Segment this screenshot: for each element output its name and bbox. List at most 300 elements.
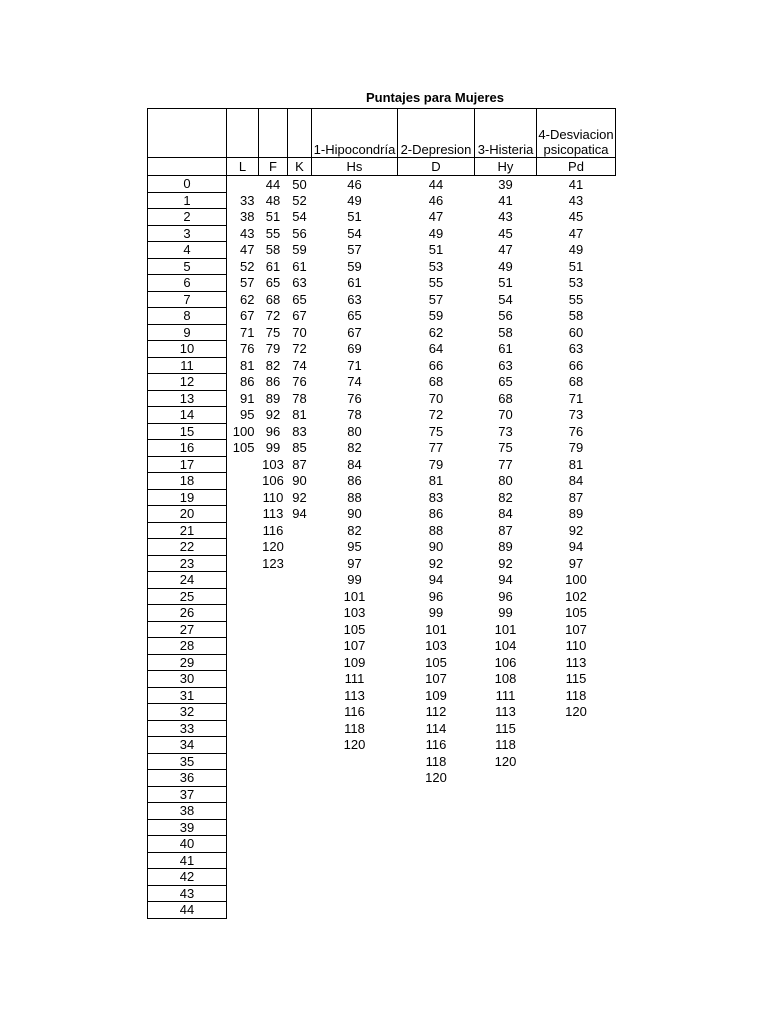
hy-score-cell: 75	[498, 440, 513, 456]
f-score-cell	[259, 836, 288, 853]
hy-score-cell: 70	[498, 407, 513, 423]
table-row	[148, 572, 616, 589]
table-row	[148, 770, 616, 787]
table-row	[148, 885, 616, 902]
d-score-cell: 68	[428, 374, 444, 390]
k-score-cell: 61	[292, 258, 307, 274]
pd-score-cell: 81	[568, 456, 584, 472]
raw-score-cell: 7	[148, 291, 227, 308]
d-score-cell: 75	[428, 423, 444, 439]
k-score-cell	[288, 555, 312, 572]
hs-score-cell: 95	[347, 539, 362, 555]
header-pd-name-line2: psicopatica	[543, 142, 609, 157]
header-f: F	[259, 158, 288, 176]
k-score-cell: 87	[292, 456, 307, 472]
hs-score-cell: 84	[347, 456, 362, 472]
f-score-cell	[259, 737, 288, 754]
table-row	[148, 803, 616, 820]
hy-score-cell: 45	[498, 225, 513, 241]
header-blank	[259, 109, 288, 158]
l-score-cell: 95	[240, 407, 255, 423]
raw-score-cell: 42	[148, 869, 227, 886]
raw-score-cell: 9	[148, 324, 227, 341]
d-score-cell	[398, 869, 475, 886]
table-row	[148, 605, 616, 622]
header-d-name: 2-Depresion	[398, 109, 475, 158]
hs-score-cell: 65	[347, 308, 362, 324]
l-score-cell: 105	[232, 440, 255, 456]
hs-score-cell: 103	[343, 605, 366, 621]
pd-score-cell: 87	[568, 489, 584, 505]
header-blank	[288, 109, 312, 158]
l-score-cell: 57	[240, 275, 255, 291]
d-score-cell: 99	[428, 605, 444, 621]
d-score-cell: 109	[425, 687, 447, 703]
f-score-cell: 68	[265, 291, 281, 307]
l-score-cell	[227, 638, 259, 655]
raw-score-cell: 20	[148, 506, 227, 523]
hs-score-cell	[312, 770, 398, 787]
pd-score-cell: 49	[568, 242, 584, 258]
k-score-cell	[288, 621, 312, 638]
hy-score-cell	[475, 852, 537, 869]
pd-score-cell	[537, 753, 616, 770]
l-score-cell	[227, 489, 259, 506]
raw-score-cell: 6	[148, 275, 227, 292]
d-score-cell: 103	[425, 638, 447, 654]
k-score-cell: 76	[292, 374, 307, 390]
l-score-cell	[227, 902, 259, 919]
k-score-cell	[288, 572, 312, 589]
d-score-cell: 72	[428, 407, 444, 423]
k-score-cell	[288, 687, 312, 704]
f-score-cell	[259, 770, 288, 787]
pd-score-cell: 60	[568, 324, 584, 340]
f-score-cell: 79	[265, 341, 281, 357]
pd-score-cell: 43	[568, 192, 584, 208]
table-row	[148, 819, 616, 836]
f-score-cell	[259, 704, 288, 721]
raw-score-cell: 22	[148, 539, 227, 556]
l-score-cell	[227, 654, 259, 671]
hy-score-cell: 84	[498, 506, 513, 522]
raw-score-cell: 24	[148, 572, 227, 589]
table-row	[148, 225, 616, 242]
f-score-cell	[259, 869, 288, 886]
k-score-cell	[288, 836, 312, 853]
l-score-cell	[227, 687, 259, 704]
hy-score-cell: 43	[498, 209, 513, 225]
pd-score-cell: 115	[565, 671, 587, 687]
f-score-cell	[259, 786, 288, 803]
hy-score-cell: 106	[494, 654, 517, 670]
raw-score-cell: 41	[148, 852, 227, 869]
table-row	[148, 357, 616, 374]
d-score-cell: 105	[425, 654, 447, 670]
f-score-cell	[259, 605, 288, 622]
hs-score-cell: 63	[347, 291, 362, 307]
l-score-cell: 67	[240, 308, 255, 324]
f-score-cell: 116	[262, 522, 284, 538]
k-score-cell	[288, 720, 312, 737]
k-score-cell: 78	[292, 390, 307, 406]
raw-score-cell: 31	[148, 687, 227, 704]
d-score-cell: 64	[428, 341, 444, 357]
pd-score-cell: 105	[565, 605, 587, 621]
l-score-cell	[227, 605, 259, 622]
d-score-cell: 94	[428, 572, 444, 588]
hy-score-cell: 82	[498, 489, 513, 505]
pd-score-cell	[537, 720, 616, 737]
hy-score-cell: 51	[498, 275, 513, 291]
f-score-cell	[259, 902, 288, 919]
d-score-cell: 116	[425, 737, 447, 753]
d-score-cell: 66	[428, 357, 444, 373]
d-score-cell: 88	[428, 522, 444, 538]
f-score-cell	[259, 621, 288, 638]
table-row	[148, 852, 616, 869]
f-score-cell: 55	[265, 225, 281, 241]
pd-score-cell	[537, 770, 616, 787]
f-score-cell: 113	[262, 506, 284, 522]
hy-score-cell	[475, 803, 537, 820]
pd-score-cell: 120	[565, 704, 587, 720]
hy-score-cell: 96	[498, 588, 513, 604]
f-score-cell: 96	[265, 423, 281, 439]
k-score-cell: 56	[292, 225, 307, 241]
l-score-cell: 38	[240, 209, 255, 225]
d-score-cell: 51	[428, 242, 444, 258]
pd-score-cell	[537, 902, 616, 919]
score-table	[147, 108, 616, 919]
hs-score-cell: 99	[347, 572, 362, 588]
table-row	[148, 588, 616, 605]
raw-score-cell: 5	[148, 258, 227, 275]
k-score-cell	[288, 786, 312, 803]
hs-score-cell: 111	[344, 671, 365, 687]
raw-score-cell: 4	[148, 242, 227, 259]
raw-score-cell: 19	[148, 489, 227, 506]
l-score-cell	[227, 753, 259, 770]
raw-score-cell: 40	[148, 836, 227, 853]
d-score-cell: 77	[428, 440, 444, 456]
hs-score-cell	[312, 753, 398, 770]
raw-score-cell: 3	[148, 225, 227, 242]
table-row	[148, 621, 616, 638]
l-score-cell	[227, 819, 259, 836]
hs-score-cell: 59	[347, 258, 362, 274]
raw-score-cell: 23	[148, 555, 227, 572]
d-score-cell: 46	[428, 192, 444, 208]
d-score-cell: 47	[428, 209, 444, 225]
f-score-cell: 44	[265, 176, 281, 192]
pd-score-cell: 66	[568, 357, 584, 373]
table-row	[148, 704, 616, 721]
d-score-cell	[398, 885, 475, 902]
d-score-cell: 57	[428, 291, 444, 307]
header-l: L	[227, 158, 259, 176]
hs-score-cell: 67	[347, 324, 362, 340]
hs-score-cell: 82	[347, 440, 362, 456]
raw-score-cell: 28	[148, 638, 227, 655]
raw-score-cell: 25	[148, 588, 227, 605]
l-score-cell	[227, 852, 259, 869]
hy-score-cell: 41	[498, 192, 513, 208]
k-score-cell: 59	[292, 242, 307, 258]
d-score-cell: 120	[425, 770, 447, 786]
hy-score-cell: 61	[498, 341, 513, 357]
f-score-cell: 51	[265, 209, 281, 225]
hy-score-cell	[475, 885, 537, 902]
table-row	[148, 209, 616, 226]
k-score-cell	[288, 605, 312, 622]
d-score-cell: 79	[428, 456, 444, 472]
pd-score-cell	[537, 836, 616, 853]
table-row	[148, 324, 616, 341]
raw-score-cell: 14	[148, 407, 227, 424]
hs-score-cell	[312, 803, 398, 820]
hs-score-cell: 109	[343, 654, 366, 670]
hy-score-cell	[475, 836, 537, 853]
hy-score-cell: 56	[498, 308, 513, 324]
table-row	[148, 555, 616, 572]
raw-score-cell: 38	[148, 803, 227, 820]
l-score-cell: 33	[240, 192, 255, 208]
d-score-cell	[398, 852, 475, 869]
table-row	[148, 423, 616, 440]
k-score-cell	[288, 770, 312, 787]
raw-score-cell: 43	[148, 885, 227, 902]
f-score-cell	[259, 720, 288, 737]
hy-score-cell: 80	[498, 473, 513, 489]
l-score-cell	[227, 704, 259, 721]
hs-score-cell: 76	[347, 390, 362, 406]
hs-score-cell	[312, 852, 398, 869]
k-score-cell: 92	[292, 489, 307, 505]
l-score-cell	[227, 456, 259, 473]
raw-score-cell: 36	[148, 770, 227, 787]
f-score-cell: 75	[265, 324, 281, 340]
pd-score-cell: 92	[568, 522, 584, 538]
l-score-cell	[227, 572, 259, 589]
hs-score-cell: 90	[347, 506, 362, 522]
pd-score-cell: 68	[568, 374, 584, 390]
header-hs-name: 1-Hipocondría	[312, 109, 398, 158]
d-score-cell: 62	[428, 324, 444, 340]
k-score-cell: 94	[292, 506, 307, 522]
k-score-cell	[288, 869, 312, 886]
table-row	[148, 192, 616, 209]
raw-score-cell: 12	[148, 374, 227, 391]
hy-score-cell: 111	[495, 687, 516, 703]
pd-score-cell	[537, 852, 616, 869]
pd-score-cell: 79	[568, 440, 584, 456]
k-score-cell	[288, 819, 312, 836]
pd-score-cell: 73	[568, 407, 584, 423]
hy-score-cell: 87	[498, 522, 513, 538]
k-score-cell: 50	[292, 176, 307, 192]
hy-score-cell: 118	[495, 737, 516, 753]
pd-score-cell: 53	[568, 275, 584, 291]
pd-score-cell	[537, 803, 616, 820]
header-pd: Pd	[537, 158, 616, 176]
d-score-cell: 112	[425, 704, 447, 720]
hs-score-cell: 69	[347, 341, 362, 357]
l-score-cell: 43	[240, 225, 255, 241]
pd-score-cell	[537, 786, 616, 803]
hs-score-cell: 105	[343, 621, 366, 637]
pd-score-cell: 63	[568, 341, 584, 357]
header-pd-name	[537, 109, 616, 158]
f-score-cell: 89	[265, 390, 281, 406]
f-score-cell	[259, 654, 288, 671]
table-row	[148, 902, 616, 919]
k-score-cell: 72	[292, 341, 307, 357]
hy-score-cell: 58	[498, 324, 513, 340]
k-score-cell: 90	[292, 473, 307, 489]
f-score-cell: 92	[265, 407, 281, 423]
raw-score-cell: 18	[148, 473, 227, 490]
hy-score-cell: 54	[498, 291, 513, 307]
table-row	[148, 654, 616, 671]
raw-score-cell: 35	[148, 753, 227, 770]
f-score-cell	[259, 572, 288, 589]
f-score-cell: 48	[265, 192, 281, 208]
header-hy-name: 3-Histeria	[475, 109, 537, 158]
hs-score-cell: 97	[347, 555, 362, 571]
d-score-cell: 44	[428, 176, 444, 192]
f-score-cell: 72	[265, 308, 281, 324]
l-score-cell: 100	[232, 423, 255, 439]
raw-score-cell: 33	[148, 720, 227, 737]
f-score-cell	[259, 852, 288, 869]
f-score-cell: 61	[265, 258, 281, 274]
header-d: D	[398, 158, 475, 176]
table-row	[148, 539, 616, 556]
d-score-cell: 92	[428, 555, 444, 571]
f-score-cell: 65	[265, 275, 281, 291]
hy-score-cell	[475, 869, 537, 886]
hs-score-cell: 78	[347, 407, 362, 423]
k-score-cell: 67	[292, 308, 307, 324]
l-score-cell: 52	[240, 258, 255, 274]
hy-score-cell	[475, 819, 537, 836]
f-score-cell	[259, 753, 288, 770]
hs-score-cell: 46	[347, 176, 362, 192]
raw-score-cell: 32	[148, 704, 227, 721]
k-score-cell: 74	[292, 357, 307, 373]
hy-score-cell: 68	[498, 390, 513, 406]
raw-score-cell: 39	[148, 819, 227, 836]
k-score-cell	[288, 737, 312, 754]
table-row	[148, 737, 616, 754]
header-hs: Hs	[312, 158, 398, 176]
raw-score-cell: 0	[148, 176, 227, 193]
pd-score-cell	[537, 819, 616, 836]
raw-score-cell: 27	[148, 621, 227, 638]
l-score-cell	[227, 720, 259, 737]
f-score-cell: 120	[262, 539, 284, 555]
pd-score-cell: 118	[565, 687, 587, 703]
hs-score-cell: 88	[347, 489, 362, 505]
k-score-cell	[288, 885, 312, 902]
k-score-cell: 83	[292, 423, 307, 439]
raw-score-cell: 1	[148, 192, 227, 209]
k-score-cell	[288, 522, 312, 539]
l-score-cell	[227, 803, 259, 820]
raw-score-cell: 29	[148, 654, 227, 671]
hs-score-cell: 80	[347, 423, 362, 439]
raw-score-cell: 8	[148, 308, 227, 325]
table-row	[148, 786, 616, 803]
hs-score-cell: 74	[347, 374, 362, 390]
l-score-cell	[227, 176, 259, 193]
d-score-cell: 49	[428, 225, 444, 241]
hy-score-cell: 113	[495, 704, 516, 720]
pd-score-cell: 107	[565, 621, 587, 637]
hy-score-cell: 73	[498, 423, 513, 439]
d-score-cell	[398, 819, 475, 836]
table-row	[148, 687, 616, 704]
f-score-cell	[259, 803, 288, 820]
score-table-body	[148, 176, 616, 919]
pd-score-cell: 94	[568, 539, 584, 555]
hs-score-cell: 116	[344, 704, 365, 720]
pd-score-cell	[537, 737, 616, 754]
table-row	[148, 473, 616, 490]
l-score-cell	[227, 786, 259, 803]
raw-score-cell: 30	[148, 671, 227, 688]
f-score-cell: 82	[265, 357, 281, 373]
l-score-cell	[227, 737, 259, 754]
table-row	[148, 506, 616, 523]
d-score-cell	[398, 803, 475, 820]
table-row	[148, 242, 616, 259]
hs-score-cell: 86	[347, 473, 362, 489]
header-blank	[227, 109, 259, 158]
hs-score-cell: 54	[347, 225, 362, 241]
table-row	[148, 374, 616, 391]
pd-score-cell: 55	[568, 291, 584, 307]
l-score-cell	[227, 885, 259, 902]
hs-score-cell: 118	[344, 720, 365, 736]
k-score-cell	[288, 671, 312, 688]
hy-score-cell: 104	[494, 638, 517, 654]
pd-score-cell: 100	[565, 572, 587, 588]
l-score-cell: 91	[240, 390, 255, 406]
k-score-cell	[288, 753, 312, 770]
hy-score-cell	[475, 770, 537, 787]
hs-score-cell: 61	[347, 275, 362, 291]
k-score-cell	[288, 704, 312, 721]
hy-score-cell: 120	[494, 753, 517, 769]
hy-score-cell: 108	[494, 671, 517, 687]
l-score-cell	[227, 506, 259, 523]
hs-score-cell	[312, 869, 398, 886]
l-score-cell	[227, 869, 259, 886]
l-score-cell: 62	[240, 291, 255, 307]
pd-score-cell: 47	[568, 225, 584, 241]
raw-score-cell: 13	[148, 390, 227, 407]
table-row	[148, 522, 616, 539]
k-score-cell: 65	[292, 291, 307, 307]
l-score-cell	[227, 621, 259, 638]
header-k: K	[288, 158, 312, 176]
pd-score-cell: 76	[568, 423, 584, 439]
d-score-cell: 55	[428, 275, 444, 291]
pd-score-cell	[537, 885, 616, 902]
l-score-cell	[227, 539, 259, 556]
